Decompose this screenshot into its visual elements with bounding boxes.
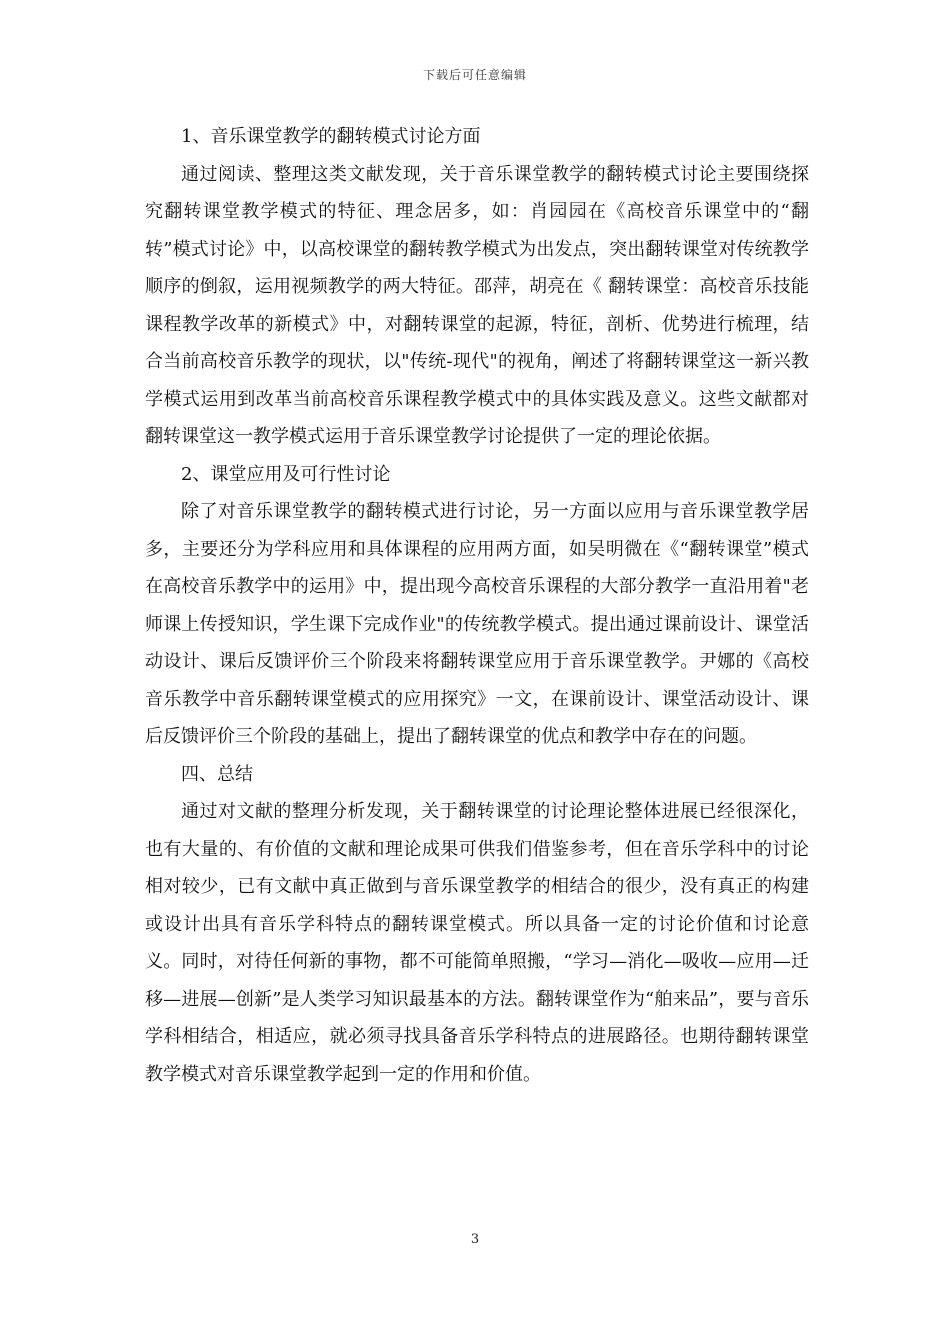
section-paragraph-summary: 通过对文献的整理分析发现，关于翻转课堂的讨论理论整体进展已经很深化，也有大量的、有价值的文献和理论成果可供我们借鉴参考，但在音乐学科中的讨论相对较少，已有文献中真正做到与音乐课堂教学的相结合的很少，没有真正的构建或设计出具有音乐学科特点的翻转课堂模式。所以具备一定的讨论价值和讨论意义。同时，对待任何新的事物，都不可能简单照搬，“学习—消化—吸收—应用—迁移—进展—创新”是人类学习知识最基本的方法。翻转课堂作为“舶来品”，要与音乐学科相结合，相适应，就必须寻找具备音乐学科特点的进展路径。也期待翻转课堂教学模式对音乐课堂教学起到一定的作用和价值。 <box>145 801 809 1085</box>
page-number: 3 <box>470 1232 480 1247</box>
section-paragraph-1: 通过阅读、整理这类文献发现，关于音乐课堂教学的翻转模式讨论主要围绕探究翻转课堂教学模式的特征、理念居多，如：肖园园在《高校音乐课堂中的“翻转”模式讨论》中，以高校课堂的翻转教学模式为出发点，突出翻转课堂对传统教学顺序的倒叙，运用视频教学的两大特征。邵萍，胡亮在《 翻转课堂：高校音乐技能课程教学改革的新模式》中，对翻转课堂的起源，特征，剖析、优势进行梳理，结合当前高校音乐教学的现状，以"传统-现代"的视角，阐述了将翻转课堂这一新兴教学模式运用到改革当前高校音乐课程教学模式中的具体实践及意义。这些文献都对翻转课堂这一教学模式运用于音乐课堂教学讨论提供了一定的理论依据。 <box>145 163 809 447</box>
section-heading-summary: 四、总结 <box>181 763 253 785</box>
section-paragraph-2: 除了对音乐课堂教学的翻转模式进行讨论，另一方面以应用与音乐课堂教学居多，主要还分为学科应用和具体课程的应用两方面，如吴明微在《“翻转课堂”模式在高校音乐教学中的运用》中，提出现今高校音乐课程的大部分教学一直沿用着"老师课上传授知识，学生课下完成作业"的传统教学模式。提出通过课前设计、课堂活动设计、课后反馈评价三个阶段来将翻转课堂应用于音乐课堂教学。尹娜的《高校音乐教学中音乐翻转课堂模式的应用探究》一文，在课前设计、课堂活动设计、课后反馈评价三个阶段的基础上，提出了翻转课堂的优点和教学中存在的问题。 <box>145 501 809 747</box>
document-body <box>145 118 809 1093</box>
section-heading-2: 2、课堂应用及可行性讨论 <box>181 463 391 485</box>
header-note: 下载后可任意编辑 <box>422 68 527 82</box>
section-heading-1: 1、音乐课堂教学的翻转模式讨论方面 <box>181 126 481 147</box>
